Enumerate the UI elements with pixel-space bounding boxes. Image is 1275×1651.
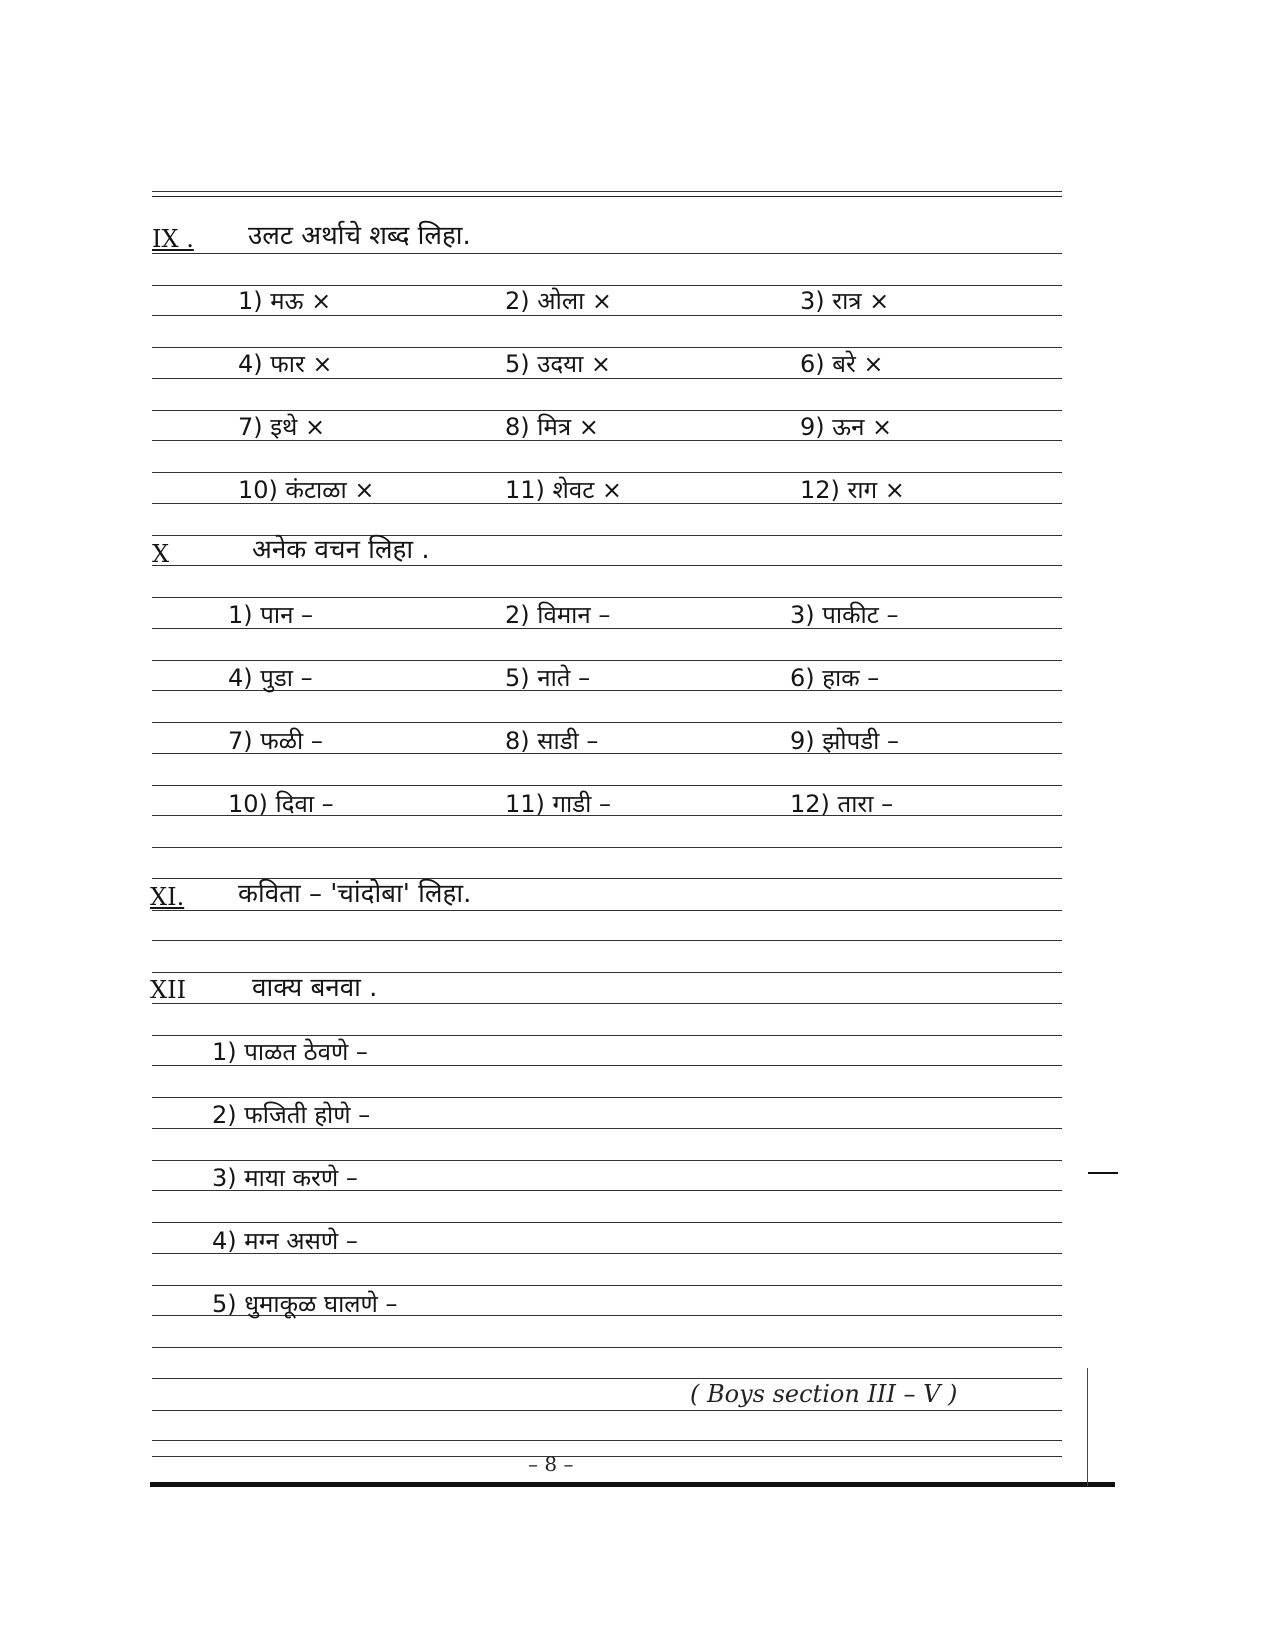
ruled-line [152,1097,1062,1098]
x-item-10: 10) दिवा – [228,790,334,818]
ruled-line [152,1410,1062,1411]
ruled-line [152,1222,1062,1223]
x-item-11: 11) गाडी – [505,790,611,818]
ix-item-7: 7) इथे × [238,413,326,441]
ix-item-10: 10) कंटाळा × [238,476,375,504]
ruled-line [152,1285,1062,1286]
ruled-line [152,1035,1062,1036]
ruled-line [152,315,1062,316]
xii-item-4: 4) मग्न असणे – [212,1227,358,1255]
right-margin-line [1087,1368,1088,1486]
ruled-line [152,847,1062,848]
ix-item-12: 12) राग × [800,476,905,504]
section-xi-number: XI. [150,883,185,911]
ruled-line [152,1160,1062,1161]
x-item-7: 7) फळी – [228,727,323,755]
x-item-9: 9) झोपडी – [790,727,899,755]
x-item-12: 12) तारा – [790,790,894,818]
ruled-line [152,940,1062,941]
ruled-line [152,253,1062,254]
ix-item-4: 4) फार × [238,350,333,378]
section-x-number: X [152,540,170,568]
ruled-line [152,597,1062,598]
ix-item-2: 2) ओला × [505,287,613,315]
x-item-1: 1) पान – [228,601,314,629]
ix-item-11: 11) शेवट × [505,476,623,504]
ruled-line [152,378,1062,379]
section-ix-number: IX . [152,225,194,253]
ruled-line [152,1347,1062,1348]
x-item-3: 3) पाकीट – [790,601,899,629]
ruled-line [152,722,1062,723]
ruled-line [152,1378,1062,1379]
ruled-line [152,410,1062,411]
ruled-line [152,565,1062,566]
xii-item-1: 1) पाळत ठेवणे – [212,1038,368,1066]
section-xii-number: XII [150,976,187,1004]
ruled-line [152,347,1062,348]
xii-item-2: 2) फजिती होणे – [212,1101,371,1129]
ruled-line [152,472,1062,473]
page-number: – 8 – [528,1452,574,1476]
class-section-note: ( Boys section III – V ) [690,1380,958,1408]
bottom-border [150,1482,1115,1487]
section-xii-title: वाक्य बनवा . [252,973,378,1003]
ruled-line [152,785,1062,786]
ruled-line [152,1456,1062,1457]
xii-item-5: 5) धुमाकूळ घालणे – [212,1290,398,1318]
section-xi-title: कविता – 'चांदोबा' लिहा. [238,879,472,909]
section-x-title: अनेक वचन लिहा . [252,535,430,565]
ruled-line [152,285,1062,286]
ix-item-6: 6) बरे × [800,350,884,378]
x-item-4: 4) पुडा – [228,664,313,692]
ruled-line [152,1440,1062,1441]
ruled-line [152,660,1062,661]
ix-item-5: 5) उदया × [505,350,612,378]
ruled-line [152,1003,1062,1004]
x-item-5: 5) नाते – [505,664,591,692]
ix-item-3: 3) रात्र × [800,287,890,315]
section-ix-title: उलट अर्थाचे शब्द लिहा. [248,221,471,251]
x-item-2: 2) विमान – [505,601,611,629]
ix-item-8: 8) मित्र × [505,413,599,441]
ruled-line [152,910,1062,911]
margin-dash [1088,1172,1118,1174]
ruled-line [152,196,1062,197]
xii-item-3: 3) माया करणे – [212,1164,358,1192]
ix-item-9: 9) ऊन × [800,413,893,441]
x-item-6: 6) हाक – [790,664,880,692]
ix-item-1: 1) मऊ × [238,287,332,315]
ruled-line [152,191,1062,192]
x-item-8: 8) साडी – [505,727,599,755]
